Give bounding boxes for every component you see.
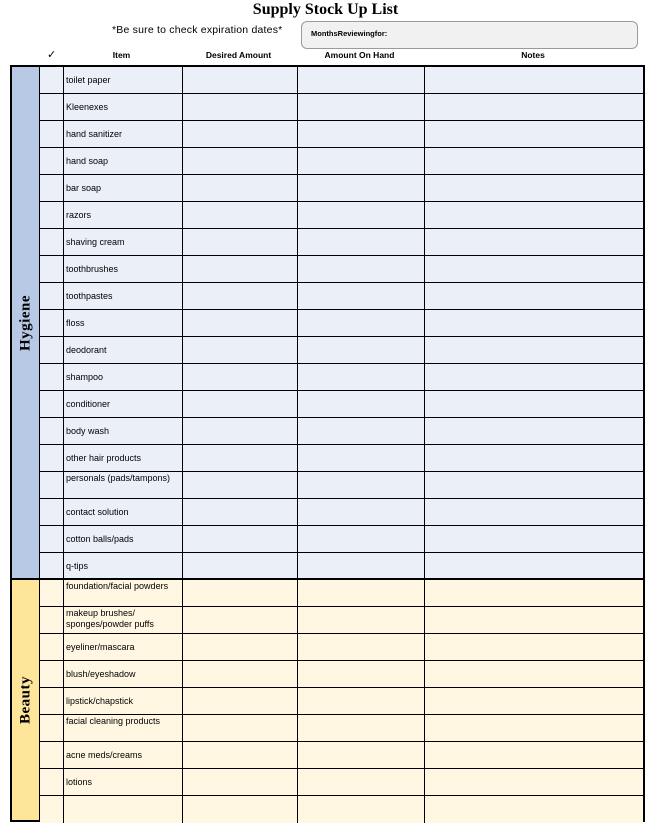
- table-row: [40, 256, 643, 283]
- table-row: [40, 418, 643, 445]
- desired-amount-cell[interactable]: [183, 553, 298, 580]
- desired-amount-cell[interactable]: [183, 391, 298, 417]
- table-row: [40, 661, 643, 688]
- beauty-rows: [40, 580, 643, 823]
- beauty-section-label: Beauty: [17, 676, 33, 724]
- check-column-header: ✓: [47, 49, 57, 61]
- notes-cell[interactable]: [425, 661, 643, 687]
- desired-amount-cell[interactable]: [183, 634, 298, 660]
- table-row: [40, 175, 643, 202]
- table-row: [40, 499, 643, 526]
- check-cell[interactable]: [40, 175, 64, 201]
- check-cell[interactable]: [40, 472, 64, 498]
- amount-on-hand-cell[interactable]: [298, 94, 425, 120]
- notes-cell[interactable]: [425, 418, 643, 444]
- amount-on-hand-cell[interactable]: [298, 283, 425, 309]
- table-row: [40, 472, 643, 499]
- check-cell[interactable]: [40, 742, 64, 768]
- item-cell: toilet paper: [64, 67, 183, 93]
- notes-cell[interactable]: [425, 688, 643, 714]
- check-cell[interactable]: [40, 688, 64, 714]
- item-cell: shaving cream: [64, 229, 183, 255]
- notes-cell[interactable]: [425, 94, 643, 120]
- months-reviewing-label: MonthsReviewingfor:: [311, 29, 388, 38]
- notes-cell[interactable]: [425, 607, 643, 633]
- table-row: [40, 715, 643, 742]
- notes-cell[interactable]: [425, 175, 643, 201]
- item-cell: Kleenexes: [64, 94, 183, 120]
- check-cell[interactable]: [40, 445, 64, 471]
- desired-amount-cell[interactable]: [183, 364, 298, 390]
- beauty-side-band: [12, 580, 40, 820]
- item-cell: makeup brushes/ sponges/powder puffs: [64, 607, 183, 633]
- item-cell: razors: [64, 202, 183, 228]
- table-row: [40, 121, 643, 148]
- table-row: [40, 796, 643, 823]
- desired-amount-cell[interactable]: [183, 202, 298, 228]
- item-cell: bar soap: [64, 175, 183, 201]
- desired-amount-cell[interactable]: [183, 283, 298, 309]
- table-row: [40, 526, 643, 553]
- item-cell: body wash: [64, 418, 183, 444]
- notes-cell[interactable]: [425, 634, 643, 660]
- notes-cell[interactable]: [425, 553, 643, 580]
- desired-amount-cell[interactable]: [183, 121, 298, 147]
- check-cell[interactable]: [40, 229, 64, 255]
- amount-on-hand-cell[interactable]: [298, 445, 425, 471]
- item-cell: other hair products: [64, 445, 183, 471]
- amount-on-hand-cell[interactable]: [298, 634, 425, 660]
- item-column-header: Item: [112, 50, 131, 60]
- desired-amount-cell[interactable]: [183, 742, 298, 768]
- check-cell[interactable]: [40, 256, 64, 282]
- item-cell: floss: [64, 310, 183, 336]
- check-cell[interactable]: [40, 337, 64, 363]
- hygiene-side-band: [12, 67, 40, 578]
- desired-amount-cell[interactable]: [183, 67, 298, 93]
- amount-on-hand-cell[interactable]: [298, 688, 425, 714]
- notes-cell[interactable]: [425, 148, 643, 174]
- notes-cell[interactable]: [425, 769, 643, 795]
- check-cell[interactable]: [40, 553, 64, 580]
- desired-amount-cell[interactable]: [183, 607, 298, 633]
- check-cell[interactable]: [40, 148, 64, 174]
- item-cell: contact solution: [64, 499, 183, 525]
- amount-on-hand-cell[interactable]: [298, 337, 425, 363]
- check-cell[interactable]: [40, 526, 64, 552]
- desired-amount-cell[interactable]: [183, 148, 298, 174]
- table-row: [40, 364, 643, 391]
- desired-amount-cell[interactable]: [183, 580, 298, 606]
- desired-amount-cell[interactable]: [183, 688, 298, 714]
- notes-cell[interactable]: [425, 580, 643, 606]
- notes-column-header: Notes: [521, 50, 545, 60]
- expiration-note: *Be sure to check expiration dates*: [112, 24, 283, 36]
- notes-cell[interactable]: [425, 526, 643, 552]
- amount-on-hand-cell[interactable]: [298, 148, 425, 174]
- desired-amount-cell[interactable]: [183, 445, 298, 471]
- table-row: [40, 67, 643, 94]
- check-cell[interactable]: [40, 202, 64, 228]
- amount-on-hand-cell[interactable]: [298, 526, 425, 552]
- check-cell[interactable]: [40, 607, 64, 633]
- notes-cell[interactable]: [425, 742, 643, 768]
- item-cell: q-tips: [64, 553, 183, 580]
- desired-amount-cell[interactable]: [183, 499, 298, 525]
- item-cell: hand soap: [64, 148, 183, 174]
- check-cell[interactable]: [40, 121, 64, 147]
- amount-on-hand-cell[interactable]: [298, 202, 425, 228]
- amount-on-hand-cell[interactable]: [298, 499, 425, 525]
- table-row: [40, 391, 643, 418]
- desired-amount-cell[interactable]: [183, 337, 298, 363]
- item-cell: [64, 796, 183, 823]
- item-cell: foundation/facial powders: [64, 580, 183, 606]
- amount-on-hand-cell[interactable]: [298, 796, 425, 823]
- amount-on-hand-cell[interactable]: [298, 661, 425, 687]
- amount-on-hand-cell[interactable]: [298, 256, 425, 282]
- notes-cell[interactable]: [425, 472, 643, 498]
- table-row: [40, 742, 643, 769]
- item-cell: acne meds/creams: [64, 742, 183, 768]
- check-cell[interactable]: [40, 364, 64, 390]
- notes-cell[interactable]: [425, 337, 643, 363]
- amount-on-hand-cell[interactable]: [298, 364, 425, 390]
- amount-on-hand-cell[interactable]: [298, 553, 425, 580]
- notes-cell[interactable]: [425, 364, 643, 390]
- check-cell[interactable]: [40, 499, 64, 525]
- item-cell: shampoo: [64, 364, 183, 390]
- table-row: [40, 310, 643, 337]
- check-cell[interactable]: [40, 796, 64, 823]
- table-row: [40, 634, 643, 661]
- notes-cell[interactable]: [425, 715, 643, 741]
- table-row: [40, 94, 643, 121]
- notes-cell[interactable]: [425, 310, 643, 336]
- table-row: [40, 337, 643, 364]
- desired-amount-cell[interactable]: [183, 715, 298, 741]
- amount-on-hand-cell[interactable]: [298, 310, 425, 336]
- item-cell: lotions: [64, 769, 183, 795]
- table-row: [40, 148, 643, 175]
- table-row: [40, 769, 643, 796]
- check-cell[interactable]: [40, 391, 64, 417]
- table-row: [40, 202, 643, 229]
- notes-cell[interactable]: [425, 499, 643, 525]
- check-cell[interactable]: [40, 283, 64, 309]
- check-cell[interactable]: [40, 418, 64, 444]
- check-cell[interactable]: [40, 661, 64, 687]
- notes-cell[interactable]: [425, 283, 643, 309]
- desired-amount-cell[interactable]: [183, 175, 298, 201]
- item-cell: toothbrushes: [64, 256, 183, 282]
- check-cell[interactable]: [40, 310, 64, 336]
- desired-amount-cell[interactable]: [183, 796, 298, 823]
- desired-amount-cell[interactable]: [183, 472, 298, 498]
- item-cell: facial cleaning products: [64, 715, 183, 741]
- table-row: [40, 553, 643, 580]
- check-cell[interactable]: [40, 715, 64, 741]
- desired-amount-cell[interactable]: [183, 526, 298, 552]
- notes-cell[interactable]: [425, 202, 643, 228]
- amount-on-hand-cell[interactable]: [298, 418, 425, 444]
- notes-cell[interactable]: [425, 796, 643, 823]
- amount-on-hand-cell[interactable]: [298, 472, 425, 498]
- desired-amount-cell[interactable]: [183, 229, 298, 255]
- item-cell: lipstick/chapstick: [64, 688, 183, 714]
- amount-on-hand-cell[interactable]: [298, 175, 425, 201]
- notes-cell[interactable]: [425, 67, 643, 93]
- beauty-section: [10, 578, 645, 822]
- check-cell[interactable]: [40, 769, 64, 795]
- desired-amount-cell[interactable]: [183, 94, 298, 120]
- table-row: [40, 283, 643, 310]
- notes-cell[interactable]: [425, 229, 643, 255]
- item-cell: conditioner: [64, 391, 183, 417]
- check-cell[interactable]: [40, 94, 64, 120]
- table-row: [40, 688, 643, 715]
- amount-on-hand-cell[interactable]: [298, 67, 425, 93]
- amount-on-hand-cell[interactable]: [298, 715, 425, 741]
- item-cell: eyeliner/mascara: [64, 634, 183, 660]
- item-cell: personals (pads/tampons): [64, 472, 183, 498]
- hygiene-section-label: Hygiene: [17, 294, 33, 351]
- desired-amount-cell[interactable]: [183, 256, 298, 282]
- amount-on-hand-cell[interactable]: [298, 769, 425, 795]
- item-cell: hand sanitizer: [64, 121, 183, 147]
- amount-on-hand-column-header: Amount On Hand: [324, 50, 395, 60]
- desired-amount-cell[interactable]: [183, 310, 298, 336]
- amount-on-hand-cell[interactable]: [298, 742, 425, 768]
- hygiene-rows: [40, 67, 643, 580]
- item-cell: deodorant: [64, 337, 183, 363]
- amount-on-hand-cell[interactable]: [298, 229, 425, 255]
- table-row: [40, 445, 643, 472]
- table-row: [40, 580, 643, 607]
- desired-amount-cell[interactable]: [183, 418, 298, 444]
- table-row: [40, 229, 643, 256]
- check-cell[interactable]: [40, 67, 64, 93]
- amount-on-hand-cell[interactable]: [298, 607, 425, 633]
- desired-amount-column-header: Desired Amount: [205, 50, 272, 60]
- amount-on-hand-cell[interactable]: [298, 580, 425, 606]
- notes-cell[interactable]: [425, 391, 643, 417]
- item-cell: toothpastes: [64, 283, 183, 309]
- page-title: Supply Stock Up List: [252, 1, 399, 18]
- hygiene-section: [10, 65, 645, 580]
- months-reviewing-field[interactable]: [301, 21, 638, 49]
- notes-cell[interactable]: [425, 445, 643, 471]
- desired-amount-cell[interactable]: [183, 661, 298, 687]
- desired-amount-cell[interactable]: [183, 769, 298, 795]
- notes-cell[interactable]: [425, 121, 643, 147]
- notes-cell[interactable]: [425, 256, 643, 282]
- table-row: [40, 607, 643, 634]
- check-cell[interactable]: [40, 580, 64, 606]
- check-cell[interactable]: [40, 634, 64, 660]
- item-cell: cotton balls/pads: [64, 526, 183, 552]
- amount-on-hand-cell[interactable]: [298, 391, 425, 417]
- amount-on-hand-cell[interactable]: [298, 121, 425, 147]
- item-cell: blush/eyeshadow: [64, 661, 183, 687]
